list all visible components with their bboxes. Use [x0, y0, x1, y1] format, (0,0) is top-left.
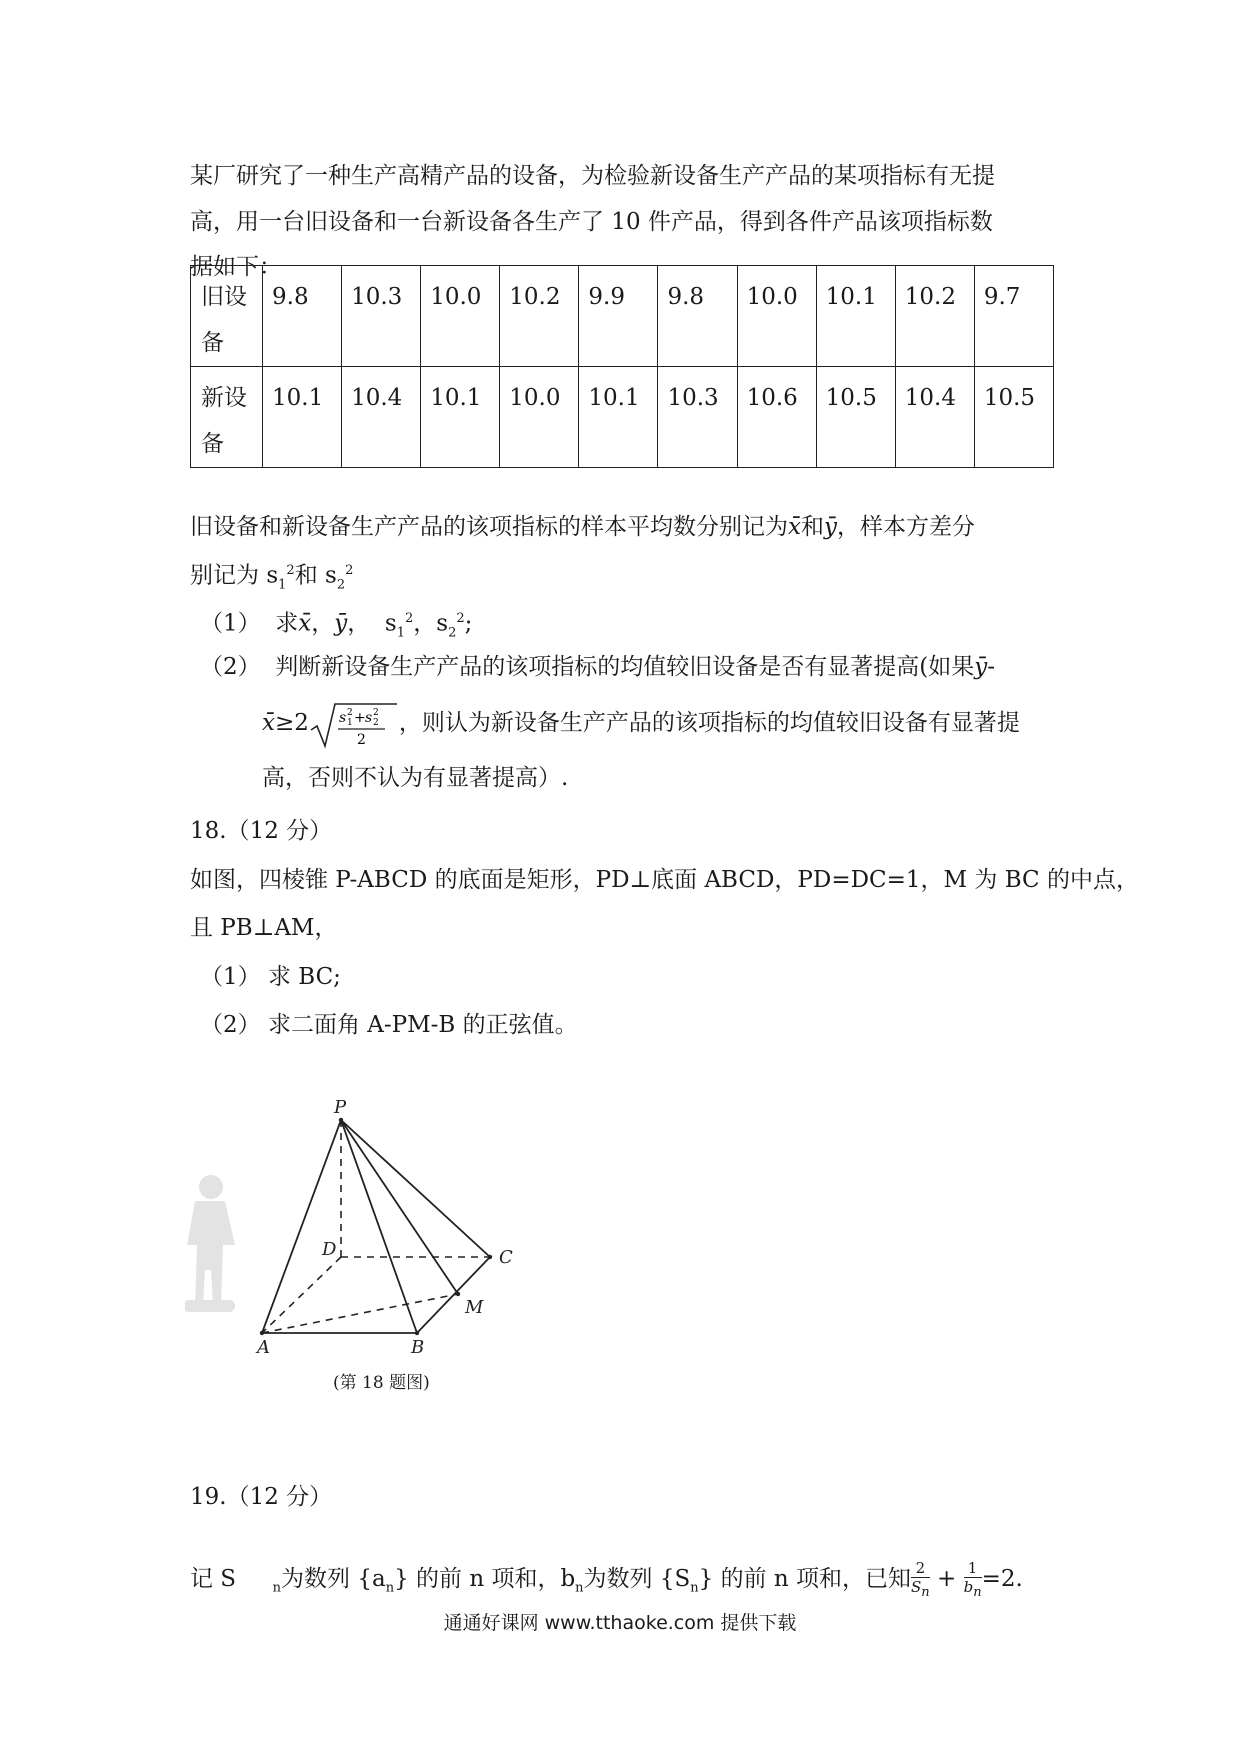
- table-cell: 9.9: [579, 266, 658, 367]
- intro-line-2: 高，用一台旧设备和一台新设备各生产了 10 件产品，得到各件产品该项指标数: [190, 209, 993, 235]
- table-row: [191, 367, 1054, 468]
- pyramid-figure: [185, 1095, 545, 1355]
- mean-line: 旧设备和新设备生产产品的该项指标的样本平均数分别记为x̄和ȳ，样本方差分: [190, 514, 975, 540]
- question-17-2: （2） 判断新设备生产产品的该项指标的均值较旧设备是否有显著提高(如果ȳ-: [200, 654, 996, 680]
- svg-text:2: 2: [346, 707, 353, 718]
- table-cell: 10.5: [816, 367, 895, 468]
- label-d: D: [322, 1239, 337, 1260]
- intro-line-1: 某厂研究了一种生产高精产品的设备，为检验新设备生产产品的某项指标有无提: [190, 163, 995, 189]
- footer: 通通好课网 www.tthaoke.com 提供下载: [443, 1612, 797, 1634]
- variance-line: 别记为 $s_1^2$和 $s_2^2$: [190, 562, 354, 593]
- problem-18-heading: 18.（12 分）: [190, 818, 333, 844]
- fraction-2-over-sn: $\frac{2}{S_n}$: [911, 1558, 930, 1600]
- label-c: C: [499, 1247, 513, 1268]
- table-cell: 10.1: [263, 367, 342, 468]
- question-17-2-end: 高，否则不认为有显著提高）.: [262, 765, 569, 791]
- svg-text:2: 2: [372, 707, 379, 718]
- table-cell: 10.0: [500, 367, 579, 468]
- question-17-1: （1） 求x̄，ȳ， $s_1^2$，$s_2^2$;: [200, 610, 473, 641]
- svg-text:1: 1: [346, 717, 353, 728]
- sqrt-expression: [309, 699, 399, 750]
- svg-text:2: 2: [356, 731, 366, 748]
- label-m: M: [465, 1297, 484, 1318]
- svg-text:s: s: [364, 709, 373, 726]
- table-cell: 9.8: [658, 266, 737, 367]
- label-a: A: [257, 1337, 270, 1355]
- data-table: [190, 265, 1054, 468]
- table-cell: 10.2: [500, 266, 579, 367]
- problem-18-line-1: 如图，四棱锥 P-ABCD 的底面是矩形，PD⊥底面 ABCD，PD=DC=1，M 为 BC 的中点，: [190, 867, 1139, 893]
- question-18-2: （2） 求二面角 A-PM-B 的正弦值。: [200, 1012, 578, 1038]
- table-cell: 10.1: [816, 266, 895, 367]
- table-cell: 10.1: [421, 367, 500, 468]
- table-row: [191, 266, 1054, 367]
- intro-line-3: 据如下：: [190, 254, 282, 280]
- table-cell: 10.6: [737, 367, 816, 468]
- problem-18-line-2: 且 PB⊥AM，: [190, 915, 338, 941]
- problem-19-heading: 19.（12 分）: [190, 1484, 333, 1510]
- row-label: 新设 备: [191, 367, 263, 468]
- table-cell: 10.5: [974, 367, 1053, 468]
- fraction-1-over-bn: $\frac{1}{b_n}$: [963, 1558, 982, 1600]
- table-cell: 10.3: [658, 367, 737, 468]
- table-cell: 10.0: [737, 266, 816, 367]
- question-17-2-formula: x̄≥2 s 1 2 + s 2 2 2 ，则认为新设备生产产品的该项指标的均值较旧设备有显著提: [262, 698, 1020, 750]
- table-cell: 9.8: [263, 266, 342, 367]
- table-cell: 9.7: [974, 266, 1053, 367]
- table-cell: 10.4: [895, 367, 974, 468]
- svg-text:+: +: [353, 709, 366, 726]
- table-cell: 10.2: [895, 266, 974, 367]
- table-cell: 10.3: [342, 266, 421, 367]
- svg-text:2: 2: [372, 717, 379, 728]
- question-18-1: （1） 求 BC;: [200, 964, 341, 990]
- problem-19-line-1: 记 S $_n$为数列 $\{a_n\}$ 的前 n 项和，$b_n$为数列 $\{S_n\}$ 的前 n 项和，已知 $\frac{2}{S_n}$ + $\frac{1}{b_n}$ =2.: [190, 1558, 1023, 1600]
- figure-silhouette: [185, 1175, 235, 1312]
- figure-caption: (第 18 题图): [333, 1373, 430, 1393]
- table-cell: 10.1: [579, 367, 658, 468]
- row-label: 旧设 备: [191, 266, 263, 367]
- label-p: P: [334, 1097, 347, 1118]
- table-cell: 10.4: [342, 367, 421, 468]
- label-b: B: [411, 1337, 425, 1355]
- table-cell: 10.0: [421, 266, 500, 367]
- svg-text:s: s: [338, 709, 347, 726]
